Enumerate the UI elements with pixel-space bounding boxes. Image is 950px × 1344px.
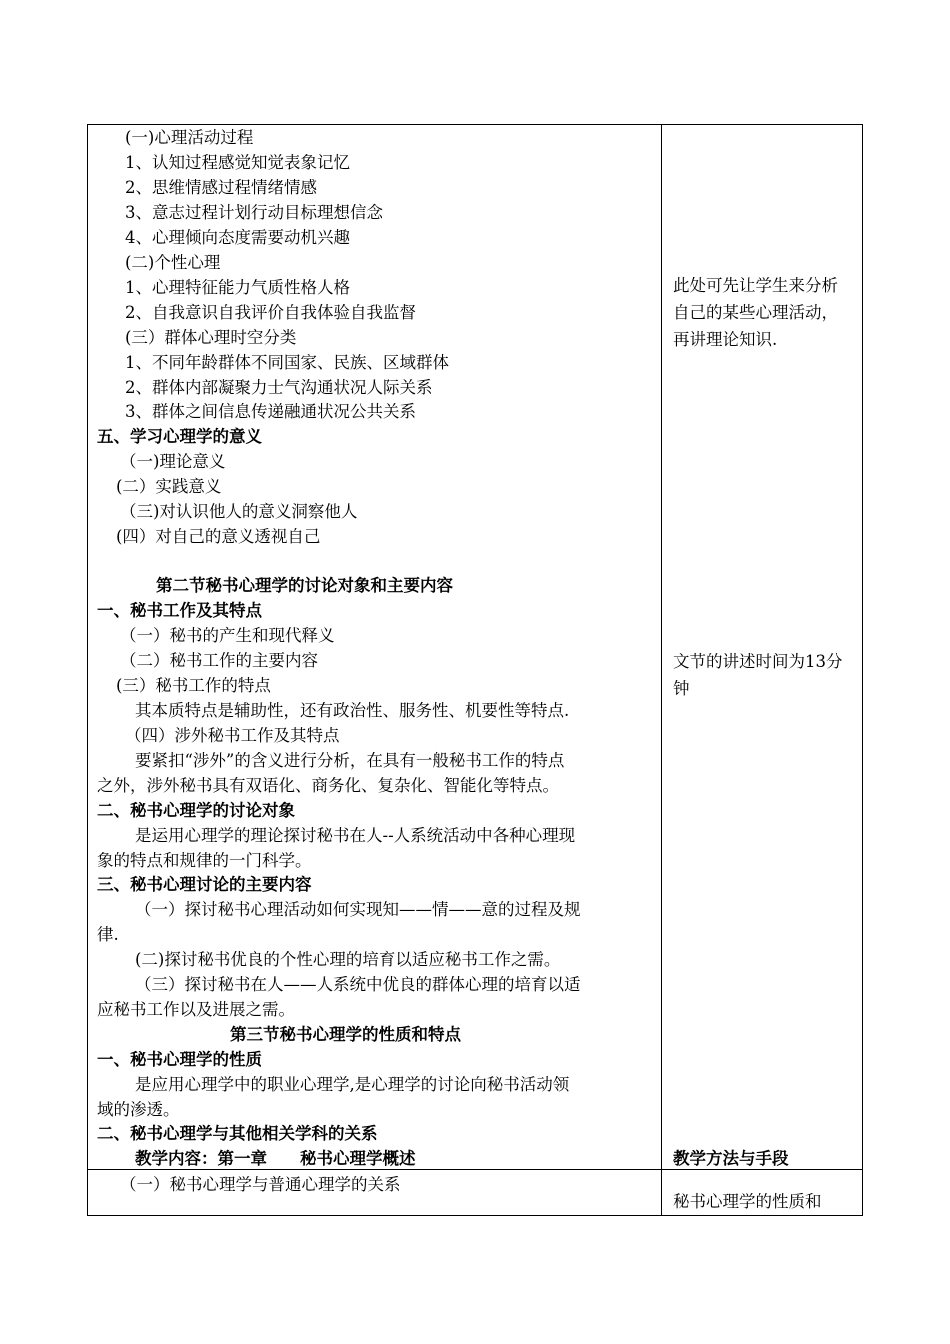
text-line: 3、群体之间信息传递融通状况公共关系 — [125, 402, 416, 421]
table-border-right — [862, 124, 863, 1216]
text-line: (一)心理活动过程 — [125, 128, 254, 147]
teaching-note: 秘书心理学的性质和 — [673, 1192, 822, 1211]
teaching-note: 此处可先让学生来分析自己的某些心理活动，再讲理论知识. — [673, 276, 838, 349]
text-line: 应秘书工作以及进展之需。 — [97, 1000, 295, 1019]
text-line: (二)个性心理 — [125, 253, 221, 272]
section-title: 第三节秘书心理学的性质和特点 — [230, 1025, 461, 1044]
section-heading: 一、秘书工作及其特点 — [97, 601, 262, 620]
text-line: 2、自我意识自我评价自我体验自我监督 — [125, 303, 416, 322]
text-line: （一）探讨秘书心理活动如何实现知——情——意的过程及规 — [135, 900, 581, 919]
table-border-left — [87, 124, 88, 1216]
text-line: 1、认知过程感觉知觉表象记忆 — [125, 153, 350, 172]
text-line: （一）秘书的产生和现代释义 — [120, 626, 335, 645]
text-line: （三)对认识他人的意义洞察他人 — [120, 502, 358, 521]
section-heading: 三、秘书心理讨论的主要内容 — [97, 875, 312, 894]
text-line: (二）实践意义 — [116, 477, 222, 496]
section-heading: 二、秘书心理学的讨论对象 — [97, 801, 295, 820]
text-line: 1、心理特征能力气质性格人格 — [125, 278, 350, 297]
table-border-top — [87, 124, 863, 125]
text-line: 是应用心理学中的职业心理学,是心理学的讨论向秘书活动领 — [135, 1075, 570, 1094]
text-line: 3、意志过程计划行动目标理想信念 — [125, 203, 383, 222]
text-line: 要紧扣“涉外”的含义进行分析，在具有一般秘书工作的特点 — [135, 751, 565, 770]
section-title: 第二节秘书心理学的讨论对象和主要内容 — [156, 576, 453, 595]
text-line: 是运用心理学的理论探讨秘书在人--人系统活动中各种心理现 — [135, 826, 576, 845]
section-heading: 二、秘书心理学与其他相关学科的关系 — [97, 1124, 378, 1143]
table-column-divider — [661, 124, 662, 1216]
text-line: （一)理论意义 — [120, 452, 226, 471]
teaching-method-header: 教学方法与手段 — [673, 1149, 789, 1168]
text-line: （三）探讨秘书在人——人系统中优良的群体心理的培育以适 — [135, 975, 581, 994]
text-line: 象的特点和规律的一门科学。 — [97, 851, 312, 870]
text-line: （二）秘书工作的主要内容 — [120, 651, 318, 670]
text-line: (四）对自己的意义透视自己 — [116, 527, 321, 546]
text-line: 4、心理倾向态度需要动机兴趣 — [125, 228, 350, 247]
text-line: (二)探讨秘书优良的个性心理的培育以适应秘书工作之需。 — [135, 950, 561, 969]
text-line: (三）秘书工作的特点 — [116, 676, 271, 695]
text-line: 1、不同年龄群体不同国家、民族、区域群体 — [125, 353, 449, 372]
text-line: （四）涉外秘书工作及其特点 — [125, 726, 340, 745]
table-border-bottom — [87, 1215, 863, 1216]
section-heading: 五、学习心理学的意义 — [97, 427, 262, 446]
text-line: 律. — [97, 925, 119, 944]
section-heading: 一、秘书心理学的性质 — [97, 1050, 262, 1069]
text-line: 之外，涉外秘书具有双语化、商务化、复杂化、智能化等特点。 — [97, 776, 559, 795]
text-line: 域的渗透。 — [97, 1100, 180, 1119]
teaching-note: 文节的讲述时间为13分钟 — [673, 652, 843, 698]
text-line: (三）群体心理时空分类 — [125, 328, 297, 347]
text-line: 其本质特点是辅助性，还有政治性、服务性、机要性等特点. — [135, 701, 570, 720]
text-line: 2、思维情感过程情绪情感 — [125, 178, 317, 197]
teaching-content-header: 教学内容：第一章 秘书心理学概述 — [135, 1149, 416, 1168]
text-line: 2、群体内部凝聚力士气沟通状况人际关系 — [125, 378, 433, 397]
text-line: （一）秘书心理学与普通心理学的关系 — [120, 1175, 401, 1194]
